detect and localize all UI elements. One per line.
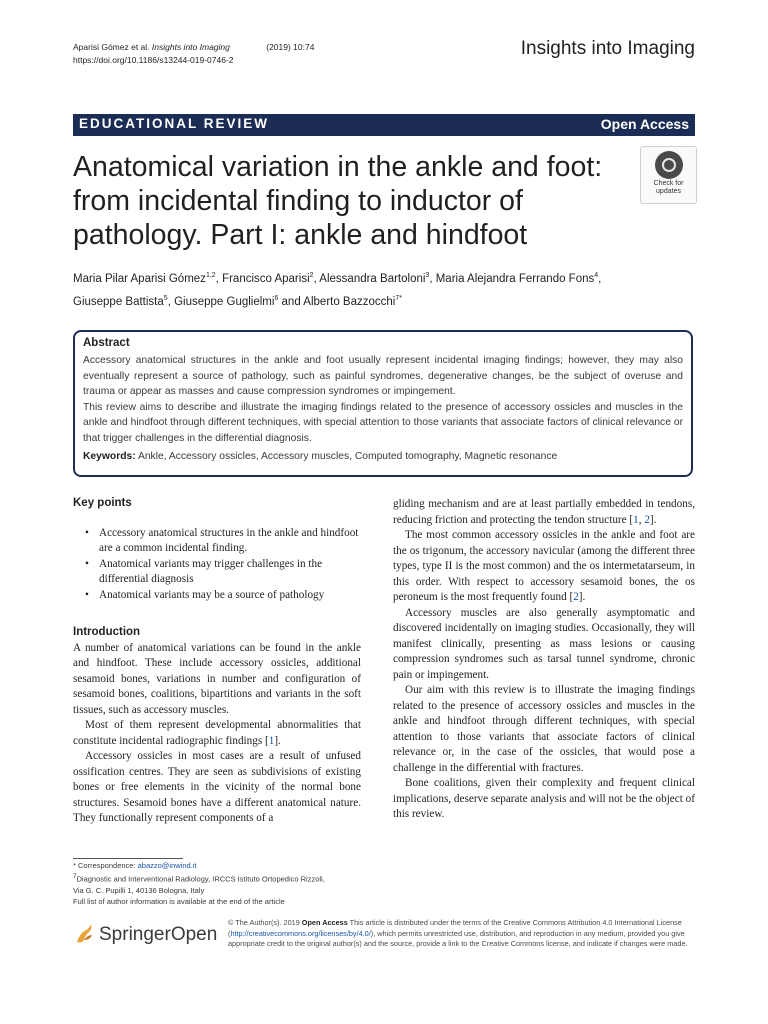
author-list: Maria Pilar Aparisi Gómez$^{1,2}$, Francisco Aparisi$^2$, Alessandra Bartoloni$^3$, Maria Alejandra Ferrando Fons$^4$, Giuseppe Battista$^5$, Giuseppe Guglielmi$^6$ and Alberto Bazzocchi$^{7*}$ bbox=[73, 272, 602, 308]
affiliation-line: $^7$Diagnostic and Interventional Radiology, IRCCS Istituto Ortopedico Rizzoli, bbox=[73, 873, 325, 884]
footnote-divider bbox=[73, 858, 183, 859]
body-paragraph: Bone coalitions, given their complexity and frequent clinical implications, deserve separate analysis and will not be the object of this review. bbox=[393, 777, 695, 820]
reference-link[interactable]: 2 bbox=[573, 591, 579, 603]
author-name[interactable]: Alessandra Bartoloni bbox=[319, 272, 426, 285]
citation-authors: Aparisi Gómez et al. bbox=[73, 42, 150, 52]
author-affiliation-sup: 4 bbox=[594, 272, 599, 279]
license-statement: © The Author(s). 2019 Open Access This article is distributed under the terms of the Creative Commons Attribution 4.0 International License (http://creativecommons.org/licenses/by/4.0/), which permits unrestricted use, distribution, and reproduction in any medium, provided you give appropriate credit to the original author(s) and the source, provide a link to the Creative Commons license, and indicate if changes were made. bbox=[228, 918, 688, 948]
springer-horse-icon bbox=[73, 922, 95, 946]
citation-year-volume: (2019) 10:74 bbox=[266, 42, 315, 52]
doi-link[interactable]: https://doi.org/10.1186/s13244-019-0746-2 bbox=[73, 55, 234, 65]
introduction-heading: Introduction bbox=[73, 626, 141, 638]
author-name[interactable]: Giuseppe Guglielmi bbox=[174, 295, 275, 308]
check-for-updates-button[interactable] bbox=[640, 146, 697, 204]
body-paragraph: A number of anatomical variations can be found in the ankle and hindfoot. These include accessory ossicles, additional sesamoid bones, variations in number and configuration of sesamoid bones, coalitions, bipartitions and variants in the soft tissues, such as accessory muscles. bbox=[73, 641, 361, 716]
author-affiliation-sup: 3 bbox=[425, 272, 430, 279]
full-author-info-note: Full list of author information is available at the end of the article bbox=[73, 896, 285, 906]
left-column bbox=[73, 496, 361, 827]
author-affiliation-sup: 2 bbox=[309, 272, 314, 279]
correspondence-email-link[interactable]: abazzo@inwind.it bbox=[137, 861, 197, 870]
article-category: EDUCATIONAL REVIEW bbox=[79, 116, 270, 131]
citation-line bbox=[73, 41, 314, 54]
author-name[interactable]: Alberto Bazzocchi bbox=[303, 295, 396, 308]
citation-journal: Insights into Imaging bbox=[151, 42, 230, 52]
abstract-paragraph: Accessory anatomical structures in the ankle and foot usually represent incidental imaging findings; however, they may also eventually represent a source of pathology, such as painful syndromes, degenerative changes, be the subject of overuse and trauma or appear as masses and cause compression syndromes or impingement. bbox=[83, 355, 683, 397]
publisher-wordmark: SpringerOpen bbox=[99, 924, 218, 945]
open-access-label: Open Access bbox=[600, 116, 689, 132]
body-paragraph: The most common accessory ossicles in the ankle and foot are the os trigonum, the accessory navicular (among the different three types, type II is the most common) and the os intermetatarseum, in this order. With respect to accessory sesamoid bones, the os peroneum is the most frequently found [2]. bbox=[393, 529, 695, 603]
keywords-line bbox=[83, 451, 683, 462]
author-name[interactable]: Maria Pilar Aparisi Gómez bbox=[73, 272, 206, 285]
running-header bbox=[73, 41, 314, 67]
author-affiliation-sup: 6 bbox=[274, 294, 279, 302]
article-title: Anatomical variation in the ankle and foot: from incidental finding to inductor of pathology. Part I: ankle and hindfoot bbox=[73, 151, 603, 251]
abstract-box bbox=[73, 330, 693, 477]
author-affiliation-sup: 5 bbox=[163, 294, 168, 302]
journal-name: Insights into Imaging bbox=[520, 38, 695, 59]
reference-link[interactable]: 2 bbox=[644, 513, 650, 526]
keywords-list: Ankle, Accessory ossicles, Accessory muscles, Computed tomography, Magnetic resonance bbox=[137, 451, 558, 462]
bullet-icon: • bbox=[85, 526, 89, 539]
reference-link[interactable]: 1 bbox=[633, 513, 639, 526]
author-affiliation-sup: 1,2 bbox=[205, 272, 216, 279]
check-for-updates-label: Check for updates bbox=[653, 180, 684, 195]
right-column bbox=[393, 497, 695, 823]
bullet-icon: • bbox=[85, 557, 89, 570]
key-point-item: • Anatomical variants may trigger challenges in the differential diagnosis bbox=[85, 557, 323, 585]
reference-link[interactable]: 1 bbox=[268, 734, 275, 747]
key-point-item: • Anatomical variants may be a source of pathology bbox=[73, 588, 361, 604]
author-name[interactable]: Maria Alejandra Ferrando Fons bbox=[435, 272, 595, 285]
affiliation-address: Via G. C. Pupilli 1, 40136 Bologna, Italy bbox=[73, 885, 205, 895]
key-points-heading: Key points bbox=[73, 497, 132, 509]
body-paragraph: Accessory muscles are also generally asymptomatic and discovered incidentally on imaging studies. Occasionally, they will manifest clinically, presenting as mass lesions or causing compression syndromes such as tarsal tunnel syndrome, chronic pain or impingement. bbox=[393, 606, 695, 681]
bullet-icon: • bbox=[85, 588, 89, 601]
body-paragraph: Our aim with this review is to illustrate the imaging findings related to the presence of accessory ossicles and muscles in the ankle and hindfoot through different techniques, with special attention to those variants that associate factors of clinical relevance or, in the case of the ossicles, that would pose a challenge in the differential with fractures. bbox=[393, 684, 695, 774]
author-name[interactable]: Francisco Aparisi bbox=[222, 272, 310, 285]
key-points-list bbox=[73, 526, 361, 604]
author-affiliation-sup: 7* bbox=[395, 294, 402, 302]
keywords-label: Keywords: bbox=[83, 451, 136, 462]
abstract-paragraph: This review aims to describe and illustrate the imaging findings related to the presence of accessory ossicles and muscles in the ankle and hindfoot through different techniques, with special attention to those variants that associate factors of clinical relevance or that trigger challenges in the differential diagnosis. bbox=[83, 401, 683, 444]
license-link[interactable]: http://creativecommons.org/licenses/by/4.0/ bbox=[230, 928, 371, 938]
article-type-banner bbox=[73, 114, 695, 136]
abstract-heading: Abstract bbox=[83, 337, 130, 349]
footnotes bbox=[73, 860, 373, 907]
author-name[interactable]: Giuseppe Battista bbox=[73, 295, 164, 308]
body-paragraph: gliding mechanism and are at least partially embedded in tendons, reducing friction and protecting the tendon structure [1, 2]. bbox=[393, 498, 695, 526]
body-paragraph: Accessory ossicles in most cases are a result of unfused ossification centres. They are seen as subdivisions of existing bones or free elements in the vicinity of the normal bone structures. Sesamoid bones have a different anatomical nature. They functionally represent components of a bbox=[73, 750, 361, 824]
correspondence-line: * Correspondence: abazzo@inwind.it bbox=[73, 861, 197, 870]
crossmark-icon bbox=[655, 151, 683, 179]
springer-open-logo bbox=[73, 920, 223, 950]
body-paragraph: Most of them represent developmental abnormalities that constitute incidental radiographic findings [1]. bbox=[73, 719, 361, 747]
key-point-item: • Accessory anatomical structures in the ankle and hindfoot are a common incidental finding. bbox=[85, 526, 359, 554]
